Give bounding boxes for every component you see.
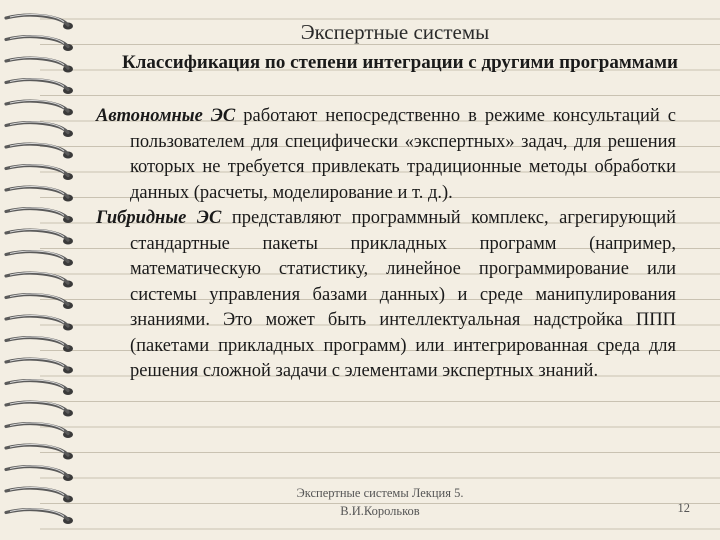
spiral-ring <box>6 424 68 434</box>
spiral-ring <box>6 80 68 90</box>
text-hybrid: представляют программный комплекс, агрегирующий стандартные пакеты прикладных программ (например, математическую статистику, линейное программирование или системы управления базами данных) и среде манипулирования знаниями. Это может быть интеллектуальная надстройка ППП (пакетами прикладных программ) или интегрированная среда для решения сложной задачи с элементами экспертных знаний. <box>130 208 676 381</box>
spiral-ring <box>6 58 68 68</box>
spiral-ring <box>6 445 68 455</box>
footer-lecture: Экспертные системы Лекция 5. <box>296 486 464 500</box>
slide-footer <box>250 484 510 520</box>
spiral-ring <box>6 123 68 133</box>
spiral-binding-icon <box>0 0 90 540</box>
slide-header: Экспертные системы <box>300 20 490 44</box>
footer-author: В.И.Корольков <box>340 504 420 518</box>
spiral-ring <box>6 338 68 348</box>
spiral-ring <box>6 295 68 305</box>
spiral-ring <box>6 381 68 391</box>
spiral-ring <box>6 488 68 498</box>
spiral-ring <box>6 467 68 477</box>
spiral-ring <box>6 359 68 369</box>
paragraph-hybrid <box>96 206 676 385</box>
spiral-ring <box>6 402 68 412</box>
spiral-ring <box>6 316 68 326</box>
spiral-ring <box>6 144 68 154</box>
spiral-ring <box>6 230 68 240</box>
spiral-ring <box>6 37 68 47</box>
text-autonomous: работают непосредственно в режиме консультаций с пользователем для специфически «экспертных» задач, для решения которых не требуется привлекать традиционные методы обработки данных (расчеты, моделирование и т. д.). <box>130 106 676 203</box>
spiral-ring <box>6 510 68 520</box>
page-number: 12 <box>677 501 690 515</box>
term-hybrid: Гибридные ЭС <box>96 208 222 228</box>
spiral-ring <box>6 273 68 283</box>
slide-subtitle: Классификация по степени интеграции с другими программами <box>122 52 678 73</box>
spiral-ring <box>6 101 68 111</box>
spiral-ring <box>6 15 68 25</box>
slide-body <box>96 104 676 385</box>
spiral-ring <box>6 252 68 262</box>
spiral-ring <box>6 187 68 197</box>
paragraph-autonomous <box>96 104 676 206</box>
spiral-ring <box>6 166 68 176</box>
term-autonomous: Автономные ЭС <box>96 106 236 126</box>
spiral-ring <box>6 209 68 219</box>
